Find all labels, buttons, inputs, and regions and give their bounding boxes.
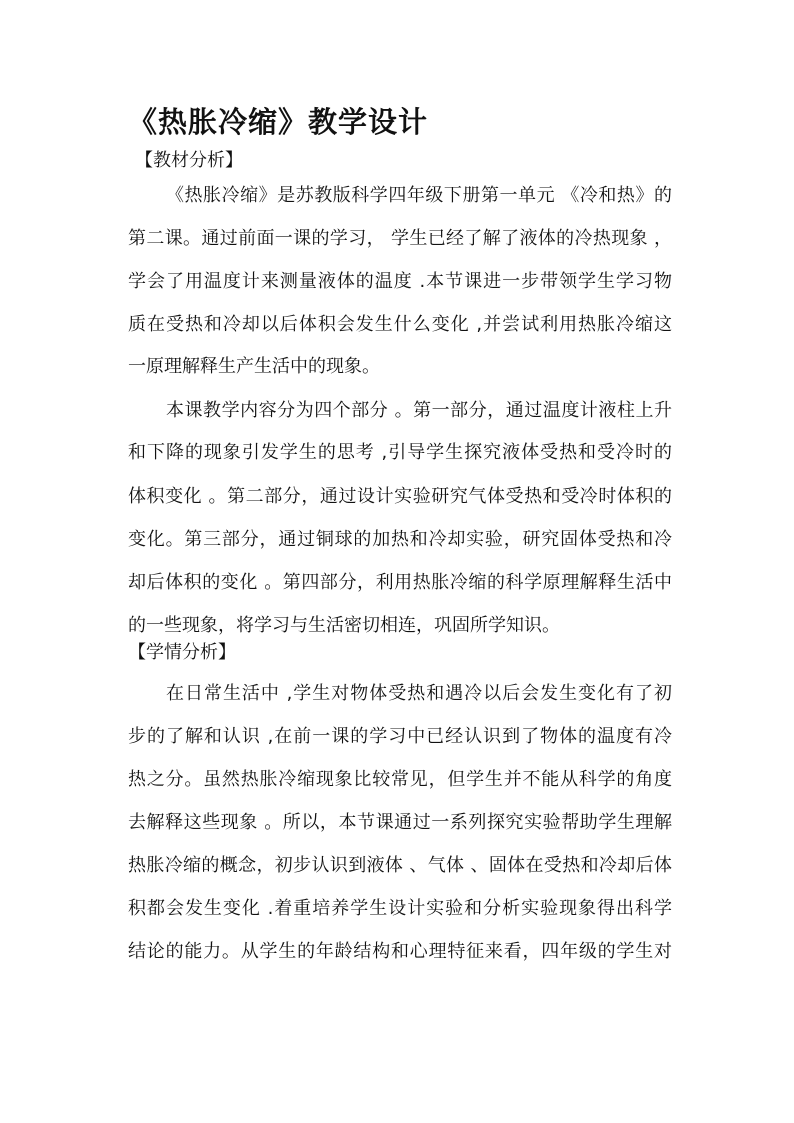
paragraph-line: 体积变化 。第二部分，通过设计实验研究气体受热和受冷时体积的 [128,486,672,507]
paragraph-line: 的一些现象，将学习与生活密切相连，巩固所学知识。 [128,615,560,636]
paragraph-line: 步的了解和认识 ,在前一课的学习中已经认识到了物体的温度有冷 [128,726,672,747]
section-heading-textbook-analysis: 【教材分析】 [135,150,243,171]
paragraph-line: 却后体积的变化 。第四部分，利用热胀冷缩的科学原理解释生活中 [128,572,672,593]
paragraph-line: 本课教学内容分为四个部分 。第一部分，通过温度计液柱上升 [166,400,672,421]
paragraph-line: 一原理解释生产生活中的现象。 [128,356,380,377]
paragraph-line: 积都会发生变化 .着重培养学生设计实验和分析实验现象得出科学 [128,898,672,919]
paragraph-line: 第二课。通过前面一课的学习， 学生已经了解了液体的冷热现象 ， [128,228,672,249]
paragraph-line: 在日常生活中 ,学生对物体受热和遇冷以后会发生变化有了初 [166,683,672,704]
paragraph-line: 去解释这些现象 。所以，本节课通过一系列探究实验帮助学生理解 [128,812,672,833]
paragraph-line: 质在受热和冷却以后体积会发生什么变化 ,并尝试利用热胀冷缩这 [128,314,672,335]
paragraph-line: 变化。第三部分，通过铜球的加热和冷却实验，研究固体受热和冷 [128,529,672,550]
document-title: 《热胀冷缩》教学设计 [128,105,429,139]
paragraph-line: 《热胀冷缩》是苏教版科学四年级下册第一单元 《冷和热》的 [166,185,672,206]
paragraph-line: 学会了用温度计来测量液体的温度 .本节课进一步带领学生学习物 [128,271,672,292]
section-heading-learner-analysis: 【学情分析】 [128,642,236,663]
paragraph-line: 热胀冷缩的概念，初步认识到液体 、气体 、固体在受热和冷却后体 [128,855,672,876]
paragraph-line: 结论的能力。从学生的年龄结构和心理特征来看，四年级的学生对 [128,941,672,962]
paragraph-line: 热之分。虽然热胀冷缩现象比较常见，但学生并不能从科学的角度 [128,769,672,790]
paragraph-line: 和下降的现象引发学生的思考 ,引导学生探究液体受热和受冷时的 [128,442,672,463]
